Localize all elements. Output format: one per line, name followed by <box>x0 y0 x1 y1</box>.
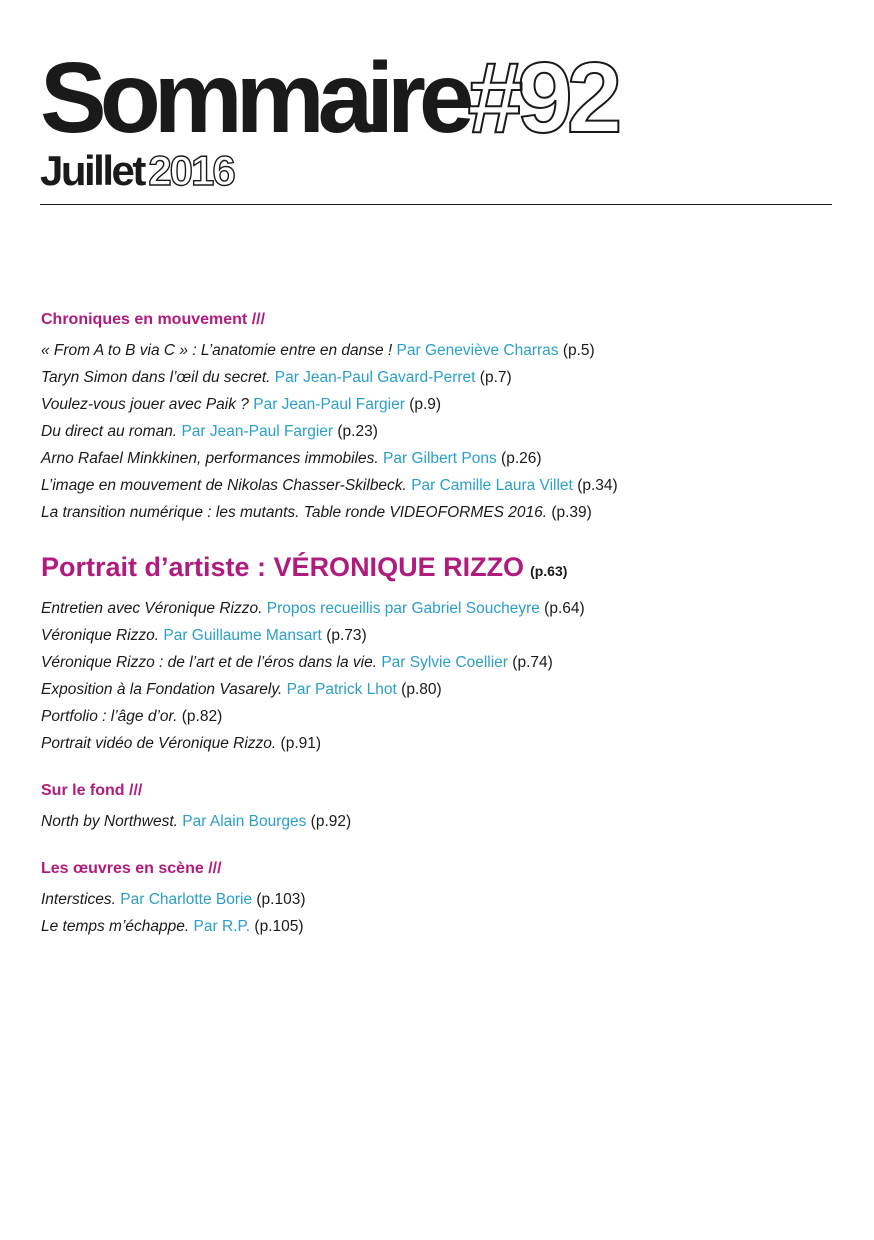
entry-author: Propos recueillis par Gabriel Soucheyre <box>266 600 540 617</box>
entry-page: (p.73) <box>326 627 367 644</box>
toc-entry[interactable] <box>41 472 841 499</box>
entry-page: (p.23) <box>337 423 378 440</box>
entry-title: Véronique Rizzo : de l’art et de l’éros dans la vie. <box>41 654 378 671</box>
entry-title: Portfolio : l’âge d’or. <box>41 708 178 725</box>
toc-entry[interactable] <box>41 418 841 445</box>
entry-title: Entretien avec Véronique Rizzo. <box>41 600 263 617</box>
section-heading: Portrait d’artiste : VÉRONIQUE RIZZO <box>41 552 525 582</box>
issue-date <box>40 147 616 194</box>
entry-page: (p.82) <box>181 708 223 725</box>
toc-entry[interactable] <box>41 337 841 364</box>
entry-title: Voulez-vous jouer avec Paik ? <box>41 396 249 413</box>
entry-page: (p.80) <box>401 681 442 698</box>
toc-entry[interactable] <box>41 391 841 418</box>
issue-number: #92 <box>467 42 617 154</box>
toc-entry[interactable] <box>41 364 841 391</box>
toc-entry[interactable] <box>41 649 841 676</box>
entry-page: (p.34) <box>577 477 618 494</box>
entry-page: (p.7) <box>479 369 512 386</box>
entry-page: (p.26) <box>501 450 542 467</box>
entry-title: L’image en mouvement de Nikolas Chasser-Skilbeck. <box>41 477 407 494</box>
toc-entry[interactable] <box>41 676 841 703</box>
page-title <box>40 42 617 154</box>
section-portrait <box>41 550 841 757</box>
entry-page: (p.64) <box>544 600 585 617</box>
entry-author: Par Geneviève Charras <box>396 342 559 359</box>
header-divider <box>40 204 832 205</box>
section-oeuvres-en-scene <box>41 859 841 940</box>
entry-author: Par Jean-Paul Fargier <box>253 396 405 413</box>
entry-author: Par Gilbert Pons <box>383 450 497 467</box>
title-word: Sommaire <box>40 42 468 154</box>
toc-entry[interactable] <box>41 622 841 649</box>
table-of-contents <box>41 310 841 964</box>
entry-title: Exposition à la Fondation Vasarely. <box>41 681 283 698</box>
toc-entry[interactable] <box>41 445 841 472</box>
entry-author: Par Jean-Paul Fargier <box>181 423 334 440</box>
entry-title: Portrait vidéo de Véronique Rizzo. <box>41 735 277 752</box>
toc-entry[interactable] <box>41 913 841 940</box>
entry-title: Le temps m’échappe. <box>41 918 190 935</box>
entry-author: Par Patrick Lhot <box>286 681 397 698</box>
entry-title: Du direct au roman. <box>41 423 178 440</box>
section-heading: Les œuvres en scène /// <box>41 860 222 877</box>
entry-page: (p.105) <box>254 918 304 935</box>
portrait-heading <box>41 550 841 589</box>
entry-page: (p.39) <box>551 504 592 521</box>
entry-page: (p.103) <box>256 891 306 908</box>
entry-author: Par Sylvie Coellier <box>381 654 508 671</box>
issue-year: 2016 <box>148 147 234 194</box>
heading-page: (p.63) <box>530 563 568 579</box>
entry-page: (p.74) <box>512 654 553 671</box>
entry-title: Arno Rafael Minkkinen, performances immobiles. <box>41 450 379 467</box>
entry-title: Interstices. <box>41 891 116 908</box>
entry-author: Par Guillaume Mansart <box>163 627 322 644</box>
toc-entry[interactable] <box>41 886 841 913</box>
section-chroniques <box>41 310 841 526</box>
entry-title: Taryn Simon dans l’œil du secret. <box>41 369 271 386</box>
entry-title: North by Northwest. <box>41 813 178 830</box>
entry-author: Par R.P. <box>193 918 251 935</box>
toc-entry[interactable] <box>41 730 841 757</box>
section-heading: Sur le fond /// <box>41 782 143 799</box>
entry-title: « From A to B via C » : L’anatomie entre en danse ! <box>41 342 393 359</box>
toc-entry[interactable] <box>41 703 841 730</box>
entry-author: Par Charlotte Borie <box>120 891 253 908</box>
issue-month: Juillet <box>40 147 144 194</box>
entry-page: (p.91) <box>280 735 322 752</box>
entry-title: La transition numérique : les mutants. Table ronde VIDEOFORMES 2016. <box>41 504 548 521</box>
section-heading: Chroniques en mouvement /// <box>41 311 266 328</box>
toc-entry[interactable] <box>41 595 841 622</box>
entry-author: Par Alain Bourges <box>182 813 307 830</box>
toc-entry[interactable] <box>41 499 841 526</box>
toc-entry[interactable] <box>41 808 841 835</box>
masthead <box>40 42 617 194</box>
entry-author: Par Camille Laura Villet <box>411 477 573 494</box>
entry-page: (p.9) <box>409 396 442 413</box>
entry-page: (p.5) <box>562 342 595 359</box>
entry-author: Par Jean-Paul Gavard-Perret <box>274 369 476 386</box>
entry-page: (p.92) <box>310 813 352 830</box>
section-sur-le-fond <box>41 781 841 835</box>
entry-title: Véronique Rizzo. <box>41 627 160 644</box>
